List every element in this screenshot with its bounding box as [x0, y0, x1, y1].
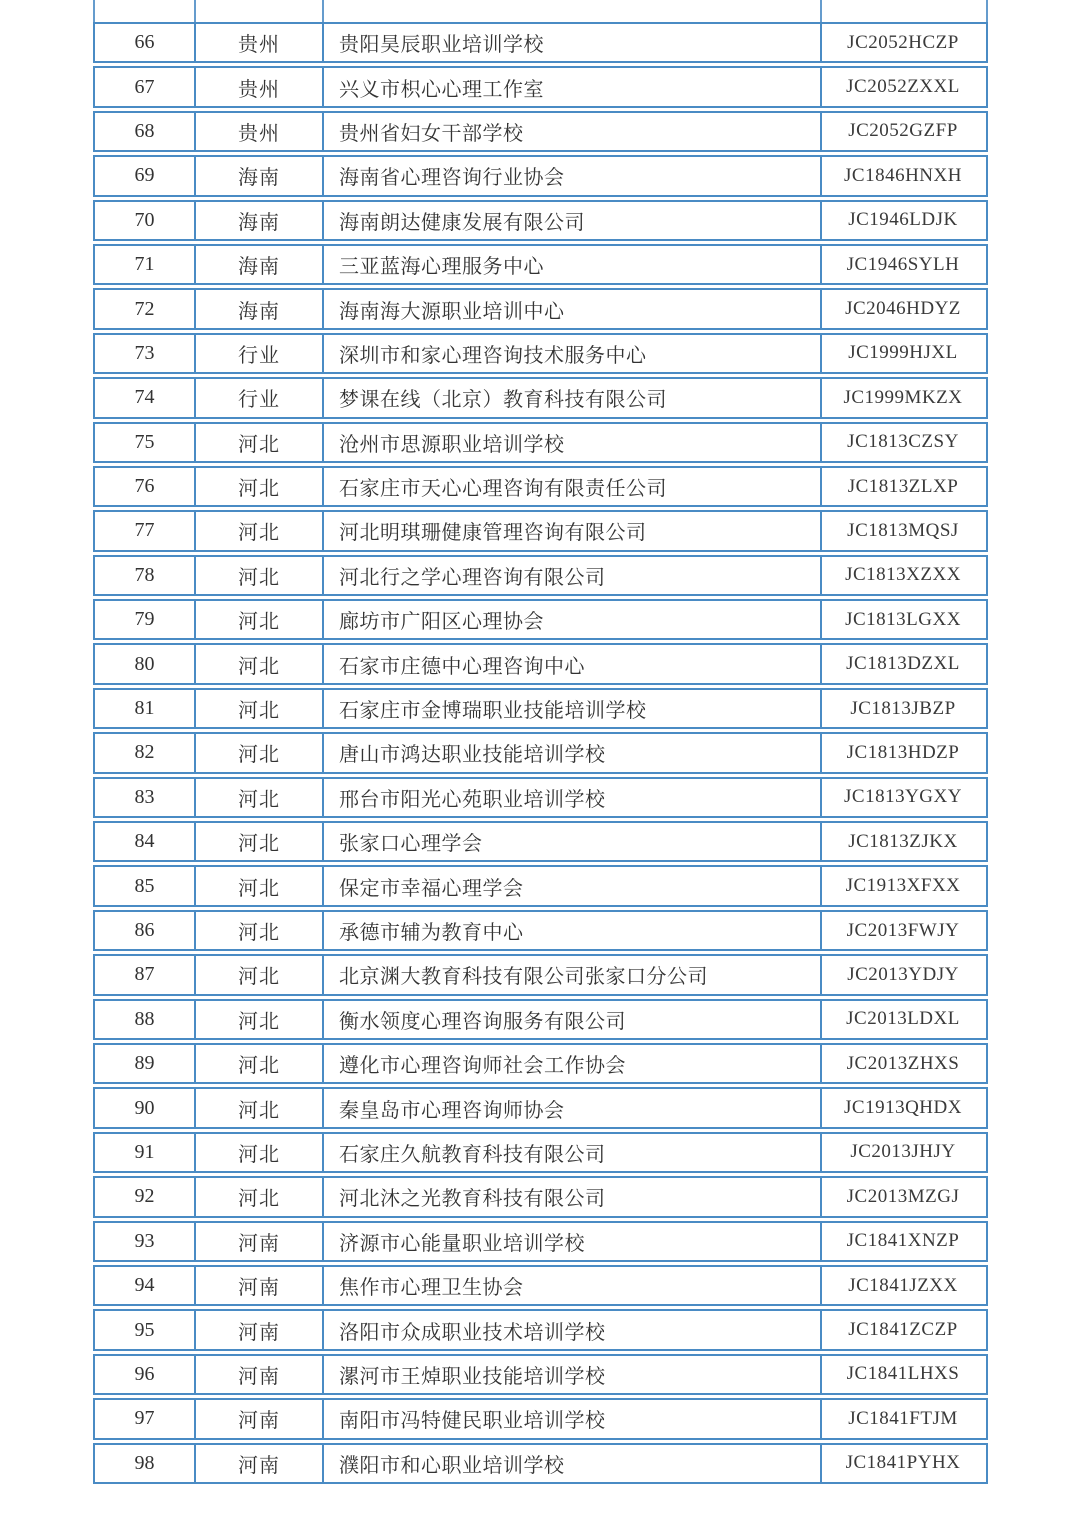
table-border-fragment — [93, 0, 95, 22]
org-code-cell: JC1813YGXY — [820, 779, 984, 816]
region-cell: 贵州 — [194, 68, 322, 105]
table-row — [93, 22, 988, 63]
row-number-cell: 68 — [134, 119, 155, 142]
row-number-cell: 84 — [134, 830, 155, 853]
region-cell: 河南 — [194, 1311, 322, 1348]
org-code-cell: JC1841PYHX — [820, 1445, 984, 1482]
region-cell: 海南 — [194, 157, 322, 194]
org-name-cell: 洛阳市众成职业技术培训学校 — [322, 1311, 820, 1348]
org-code-cell: JC1813CZSY — [820, 424, 984, 461]
org-name-cell: 石家庄市天心心理咨询有限责任公司 — [322, 468, 820, 505]
org-code-cell: JC1841XNZP — [820, 1223, 984, 1260]
region-cell: 行业 — [194, 379, 322, 416]
row-number-cell: 76 — [134, 475, 155, 498]
row-number-cell: 91 — [134, 1140, 155, 1163]
org-code-cell: JC2013FWJY — [820, 912, 984, 949]
table-top-cut-row — [93, 0, 988, 22]
org-code-cell: JC1913XFXX — [820, 867, 984, 904]
row-number-cell: 77 — [134, 519, 155, 542]
table-row — [93, 1265, 988, 1306]
region-cell: 海南 — [194, 246, 322, 283]
row-number-cell: 78 — [134, 563, 155, 586]
row-number-cell: 66 — [134, 31, 155, 54]
row-number-cell: 88 — [134, 1007, 155, 1030]
org-name-cell: 三亚蓝海心理服务中心 — [322, 246, 820, 283]
region-cell: 河北 — [194, 1045, 322, 1082]
table-row — [93, 244, 988, 285]
org-code-cell: JC2052ZXXL — [820, 68, 984, 105]
org-code-cell: JC2013JHJY — [820, 1134, 984, 1171]
table-row — [93, 1176, 988, 1217]
table-row — [93, 688, 988, 729]
table-row — [93, 66, 988, 107]
org-name-cell: 秦皇岛市心理咨询师协会 — [322, 1089, 820, 1126]
table-row — [93, 599, 988, 640]
org-code-cell: JC2046HDYZ — [820, 290, 984, 327]
org-name-cell: 保定市幸福心理学会 — [322, 867, 820, 904]
org-code-cell: JC1999HJXL — [820, 335, 984, 372]
region-cell: 河北 — [194, 956, 322, 993]
region-cell: 河北 — [194, 645, 322, 682]
org-name-cell: 河北沐之光教育科技有限公司 — [322, 1178, 820, 1215]
region-cell: 河北 — [194, 867, 322, 904]
region-cell: 河北 — [194, 424, 322, 461]
row-number-cell: 85 — [134, 874, 155, 897]
row-number-cell: 74 — [134, 386, 155, 409]
org-name-cell: 济源市心能量职业培训学校 — [322, 1223, 820, 1260]
region-cell: 河北 — [194, 690, 322, 727]
org-code-cell: JC1999MKZX — [820, 379, 984, 416]
table-row — [93, 288, 988, 329]
table-border-fragment — [986, 0, 988, 22]
org-name-cell: 漯河市王焯职业技能培训学校 — [322, 1356, 820, 1393]
org-code-cell: JC1946SYLH — [820, 246, 984, 283]
org-name-cell: 濮阳市和心职业培训学校 — [322, 1445, 820, 1482]
org-name-cell: 承德市辅为教育中心 — [322, 912, 820, 949]
row-number-cell: 73 — [134, 341, 155, 364]
table-row — [93, 1309, 988, 1350]
org-code-cell: JC2052HCZP — [820, 24, 984, 61]
table-row — [93, 155, 988, 196]
org-code-cell: JC1813MQSJ — [820, 512, 984, 549]
org-code-cell: JC2013ZHXS — [820, 1045, 984, 1082]
row-number-cell: 94 — [134, 1274, 155, 1297]
org-name-cell: 廊坊市广阳区心理协会 — [322, 601, 820, 638]
row-number-cell: 71 — [134, 253, 155, 276]
region-cell: 海南 — [194, 290, 322, 327]
table-row — [93, 422, 988, 463]
table-border-fragment — [820, 0, 822, 22]
table-row — [93, 1087, 988, 1128]
table-row — [93, 111, 988, 152]
org-name-cell: 张家口心理学会 — [322, 823, 820, 860]
table-row — [93, 555, 988, 596]
row-number-cell: 92 — [134, 1185, 155, 1208]
table-row — [93, 200, 988, 241]
row-number-cell: 72 — [134, 297, 155, 320]
row-number-cell: 96 — [134, 1362, 155, 1385]
table-row — [93, 1221, 988, 1262]
row-number-cell: 93 — [134, 1229, 155, 1252]
org-code-cell: JC1813LGXX — [820, 601, 984, 638]
org-name-cell: 北京渊大教育科技有限公司张家口分公司 — [322, 956, 820, 993]
table-row — [93, 865, 988, 906]
row-number-cell: 95 — [134, 1318, 155, 1341]
org-code-cell: JC1813JBZP — [820, 690, 984, 727]
table-row — [93, 999, 988, 1040]
org-name-cell: 海南省心理咨询行业协会 — [322, 157, 820, 194]
org-name-cell: 贵州省妇女干部学校 — [322, 113, 820, 150]
region-cell: 河北 — [194, 1178, 322, 1215]
org-name-cell: 石家市庄德中心理咨询中心 — [322, 645, 820, 682]
table-row — [93, 732, 988, 773]
org-code-cell: JC1813ZLXP — [820, 468, 984, 505]
table-row — [93, 777, 988, 818]
org-code-cell: JC2013YDJY — [820, 956, 984, 993]
org-name-cell: 衡水领度心理咨询服务有限公司 — [322, 1001, 820, 1038]
region-cell: 河北 — [194, 912, 322, 949]
org-name-cell: 石家庄久航教育科技有限公司 — [322, 1134, 820, 1171]
org-code-cell: JC1913QHDX — [820, 1089, 984, 1126]
region-cell: 河北 — [194, 779, 322, 816]
org-name-cell: 石家庄市金博瑞职业技能培训学校 — [322, 690, 820, 727]
org-code-cell: JC1813ZJKX — [820, 823, 984, 860]
table-border-fragment — [322, 0, 324, 22]
region-cell: 贵州 — [194, 24, 322, 61]
row-number-cell: 75 — [134, 430, 155, 453]
region-cell: 河北 — [194, 468, 322, 505]
region-cell: 河南 — [194, 1223, 322, 1260]
row-number-cell: 67 — [134, 75, 155, 98]
org-name-cell: 梦课在线（北京）教育科技有限公司 — [322, 379, 820, 416]
org-name-cell: 沧州市思源职业培训学校 — [322, 424, 820, 461]
row-number-cell: 90 — [134, 1096, 155, 1119]
org-code-cell: JC1946LDJK — [820, 202, 984, 239]
region-cell: 行业 — [194, 335, 322, 372]
org-name-cell: 唐山市鸿达职业技能培训学校 — [322, 734, 820, 771]
table-row — [93, 510, 988, 551]
row-number-cell: 82 — [134, 741, 155, 764]
org-name-cell: 焦作市心理卫生协会 — [322, 1267, 820, 1304]
org-name-cell: 南阳市冯特健民职业培训学校 — [322, 1400, 820, 1437]
table-body — [93, 22, 988, 1484]
region-cell: 河南 — [194, 1445, 322, 1482]
row-number-cell: 70 — [134, 208, 155, 231]
region-cell: 河北 — [194, 823, 322, 860]
region-cell: 河南 — [194, 1400, 322, 1437]
region-cell: 河北 — [194, 734, 322, 771]
row-number-cell: 83 — [134, 785, 155, 808]
table-row — [93, 954, 988, 995]
table-row — [93, 1354, 988, 1395]
org-code-cell: JC1841ZCZP — [820, 1311, 984, 1348]
org-name-cell: 邢台市阳光心苑职业培训学校 — [322, 779, 820, 816]
region-cell: 河北 — [194, 1134, 322, 1171]
org-code-cell: JC1841JZXX — [820, 1267, 984, 1304]
org-name-cell: 海南海大源职业培训中心 — [322, 290, 820, 327]
table-row — [93, 1043, 988, 1084]
table-row — [93, 1132, 988, 1173]
org-name-cell: 兴义市枳心心理工作室 — [322, 68, 820, 105]
row-number-cell: 81 — [134, 697, 155, 720]
table-row — [93, 910, 988, 951]
org-name-cell: 贵阳昊辰职业培训学校 — [322, 24, 820, 61]
region-cell: 河北 — [194, 512, 322, 549]
region-cell: 河北 — [194, 1001, 322, 1038]
table-row — [93, 643, 988, 684]
row-number-cell: 80 — [134, 652, 155, 675]
table-row — [93, 1443, 988, 1484]
table-border-fragment — [194, 0, 196, 22]
org-name-cell: 海南朗达健康发展有限公司 — [322, 202, 820, 239]
table-row — [93, 1398, 988, 1439]
region-cell: 河南 — [194, 1267, 322, 1304]
region-cell: 河南 — [194, 1356, 322, 1393]
org-name-cell: 遵化市心理咨询师社会工作协会 — [322, 1045, 820, 1082]
org-code-cell: JC1841LHXS — [820, 1356, 984, 1393]
org-name-cell: 河北行之学心理咨询有限公司 — [322, 557, 820, 594]
org-name-cell: 深圳市和家心理咨询技术服务中心 — [322, 335, 820, 372]
row-number-cell: 69 — [134, 164, 155, 187]
table-row — [93, 377, 988, 418]
row-number-cell: 87 — [134, 963, 155, 986]
org-code-cell: JC1841FTJM — [820, 1400, 984, 1437]
table-row — [93, 466, 988, 507]
org-code-cell: JC1813XZXX — [820, 557, 984, 594]
row-number-cell: 79 — [134, 608, 155, 631]
row-number-cell: 86 — [134, 919, 155, 941]
org-code-cell: JC1813DZXL — [820, 645, 984, 682]
row-number-cell: 89 — [134, 1052, 155, 1075]
row-number-cell: 97 — [134, 1407, 155, 1430]
org-code-cell: JC2052GZFP — [820, 113, 984, 150]
region-cell: 贵州 — [194, 113, 322, 150]
org-code-cell: JC2013MZGJ — [820, 1178, 984, 1215]
table-row — [93, 333, 988, 374]
table-row — [93, 821, 988, 862]
org-code-cell: JC1846HNXH — [820, 157, 984, 194]
region-cell: 河北 — [194, 1089, 322, 1126]
org-code-cell: JC1813HDZP — [820, 734, 984, 771]
region-cell: 河北 — [194, 601, 322, 638]
org-code-cell: JC2013LDXL — [820, 1001, 984, 1038]
region-cell: 海南 — [194, 202, 322, 239]
row-number-cell: 98 — [134, 1451, 155, 1474]
org-name-cell: 河北明琪珊健康管理咨询有限公司 — [322, 512, 820, 549]
org-registry-table — [93, 0, 988, 1487]
region-cell: 河北 — [194, 557, 322, 594]
